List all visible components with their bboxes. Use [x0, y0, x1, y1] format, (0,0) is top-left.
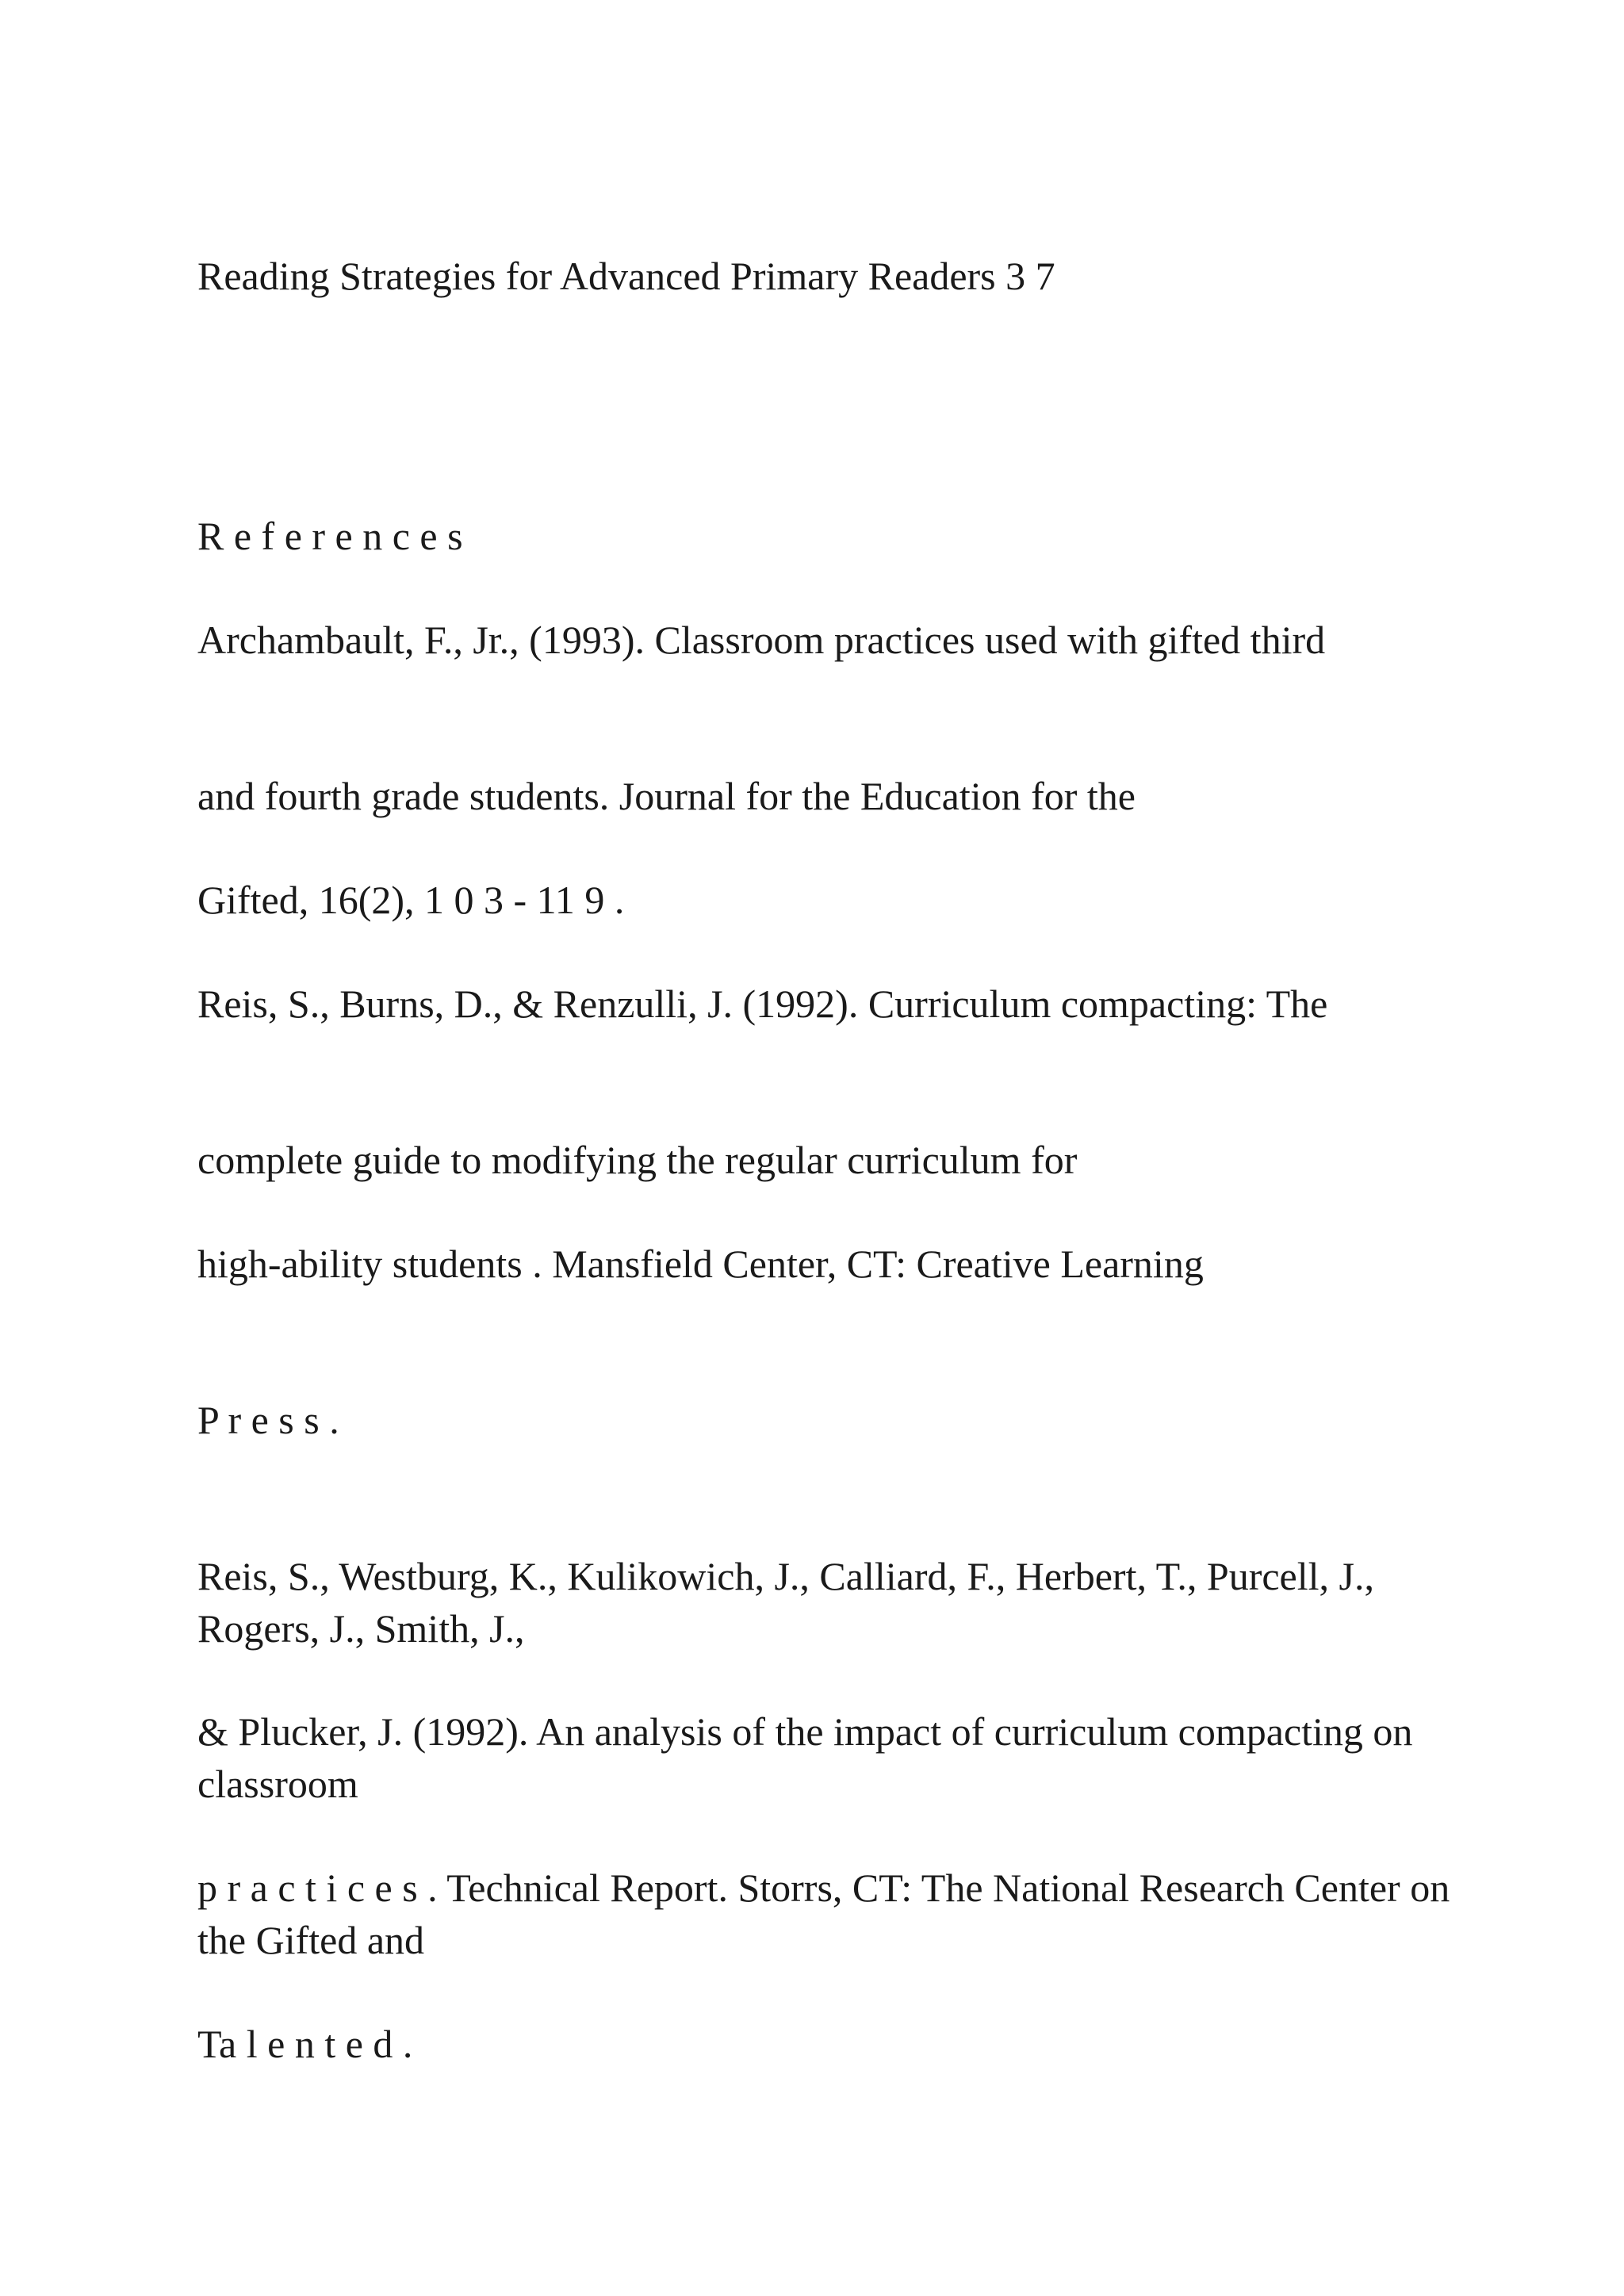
reference-2-line-3: high-ability students . Mansfield Center, CT: Creative Learning [197, 1242, 1204, 1286]
reference-3-line-3: p r a c t i c e s . Technical Report. Storrs, CT: The National Research Center on the Gifted and [197, 1866, 1450, 1962]
reference-2-line-2: complete guide to modifying the regular curriculum for [197, 1138, 1078, 1182]
reference-1-line-1: Archambault, F., Jr., (1993). Classroom practices used with gifted third [197, 618, 1326, 662]
reference-3-line-1: Reis, S., Westburg, K., Kulikowich, J., Calliard, F., Herbert, T., Purcell, J., Rogers, J., Smith, J., [197, 1554, 1374, 1651]
reference-3-line-2: & Plucker, J. (1992). An analysis of the impact of curriculum compacting on classroom [197, 1709, 1413, 1806]
reference-2-line-1: Reis, S., Burns, D., & Renzulli, J. (1992). Curriculum compacting: The [197, 982, 1328, 1026]
reference-2-line-4: P r e s s . [197, 1398, 339, 1442]
reference-1-line-3: Gifted, 16(2), 1 0 3 - 11 9 . [197, 878, 625, 922]
reference-1-line-2: and fourth grade students. Journal for the Education for the [197, 774, 1136, 818]
running-title: Reading Strategies for Advanced Primary Readers 3 7 [197, 254, 1055, 298]
references-heading: R e f e r e n c e s [197, 514, 463, 558]
reference-3-line-4: Ta l e n t e d . [197, 2022, 413, 2066]
